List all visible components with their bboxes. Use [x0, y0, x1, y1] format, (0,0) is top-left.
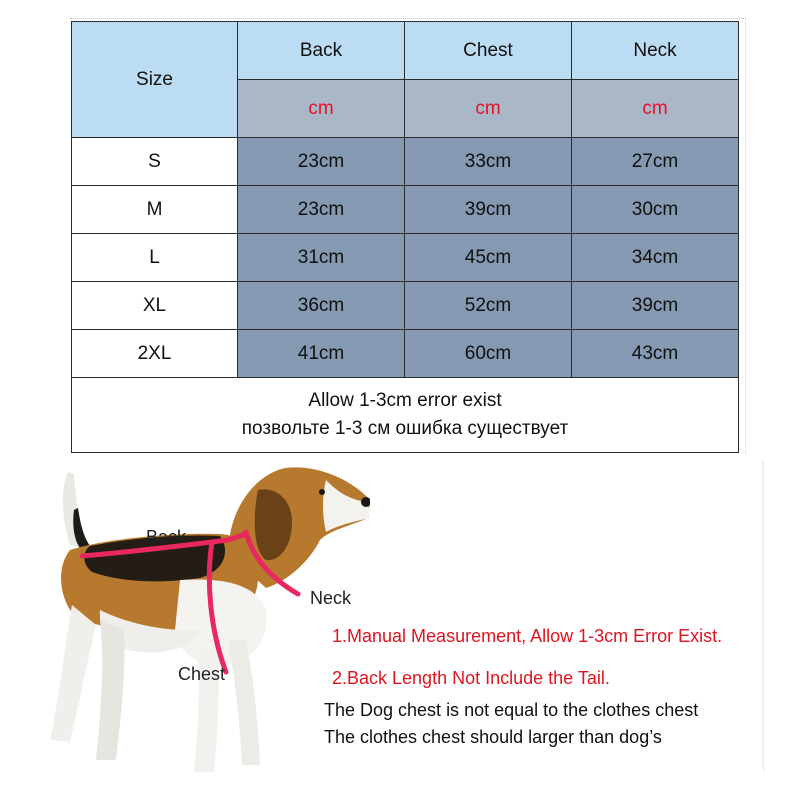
table-row	[72, 138, 739, 186]
value-chest: 33cm	[405, 138, 572, 186]
chest-note-2: The clothes chest should larger than dog’s	[324, 727, 662, 747]
value-neck: 30cm	[572, 186, 739, 234]
size-label: S	[72, 138, 238, 186]
header-chest: Chest	[405, 22, 572, 80]
header-size: Size	[72, 22, 238, 138]
value-back: 23cm	[238, 138, 405, 186]
error-note-ru: позвольте 1-3 см ошибка существует	[241, 418, 569, 439]
label-back: Back	[146, 527, 187, 547]
value-chest: 45cm	[405, 234, 572, 282]
table-row	[72, 282, 739, 330]
size-label: XL	[72, 282, 238, 330]
grid-line-top	[70, 18, 746, 19]
beagle-measurement-image	[30, 460, 370, 790]
image-edge	[762, 460, 764, 770]
table-row	[72, 330, 739, 378]
chest-note-1: The Dog chest is not equal to the clothes chest	[324, 700, 699, 720]
value-back: 31cm	[238, 234, 405, 282]
dog-leg-front-right	[228, 640, 260, 765]
label-chest: Chest	[178, 664, 226, 684]
value-neck: 34cm	[572, 234, 739, 282]
dog-eye	[319, 489, 325, 495]
unit-back: cm	[238, 80, 405, 138]
value-back: 41cm	[238, 330, 405, 378]
measurement-note-1: 1.Manual Measurement, Allow 1-3cm Error Exist.	[332, 626, 723, 646]
unit-chest: cm	[405, 80, 572, 138]
size-label: L	[72, 234, 238, 282]
size-label: M	[72, 186, 238, 234]
unit-neck: cm	[572, 80, 739, 138]
value-back: 23cm	[238, 186, 405, 234]
header-row-names	[72, 22, 739, 80]
error-note-en: Allow 1-3cm error exist	[308, 390, 502, 411]
header-neck: Neck	[572, 22, 739, 80]
label-neck: Neck	[310, 588, 352, 608]
value-neck: 43cm	[572, 330, 739, 378]
size-label: 2XL	[72, 330, 238, 378]
value-neck: 27cm	[572, 138, 739, 186]
value-chest: 60cm	[405, 330, 572, 378]
table-row	[72, 234, 739, 282]
value-chest: 52cm	[405, 282, 572, 330]
size-chart-table	[71, 21, 739, 453]
table-row	[72, 186, 739, 234]
note-row	[72, 378, 739, 453]
header-back: Back	[238, 22, 405, 80]
dog-head	[230, 467, 370, 588]
error-note	[72, 378, 739, 453]
value-neck: 39cm	[572, 282, 739, 330]
dog-leg-back-right	[96, 620, 125, 760]
measurement-note-2: 2.Back Length Not Include the Tail.	[332, 668, 610, 688]
dog-illustration	[30, 460, 370, 790]
value-back: 36cm	[238, 282, 405, 330]
grid-line-right	[745, 18, 746, 454]
dog-leg-back-left	[50, 605, 96, 742]
value-chest: 39cm	[405, 186, 572, 234]
